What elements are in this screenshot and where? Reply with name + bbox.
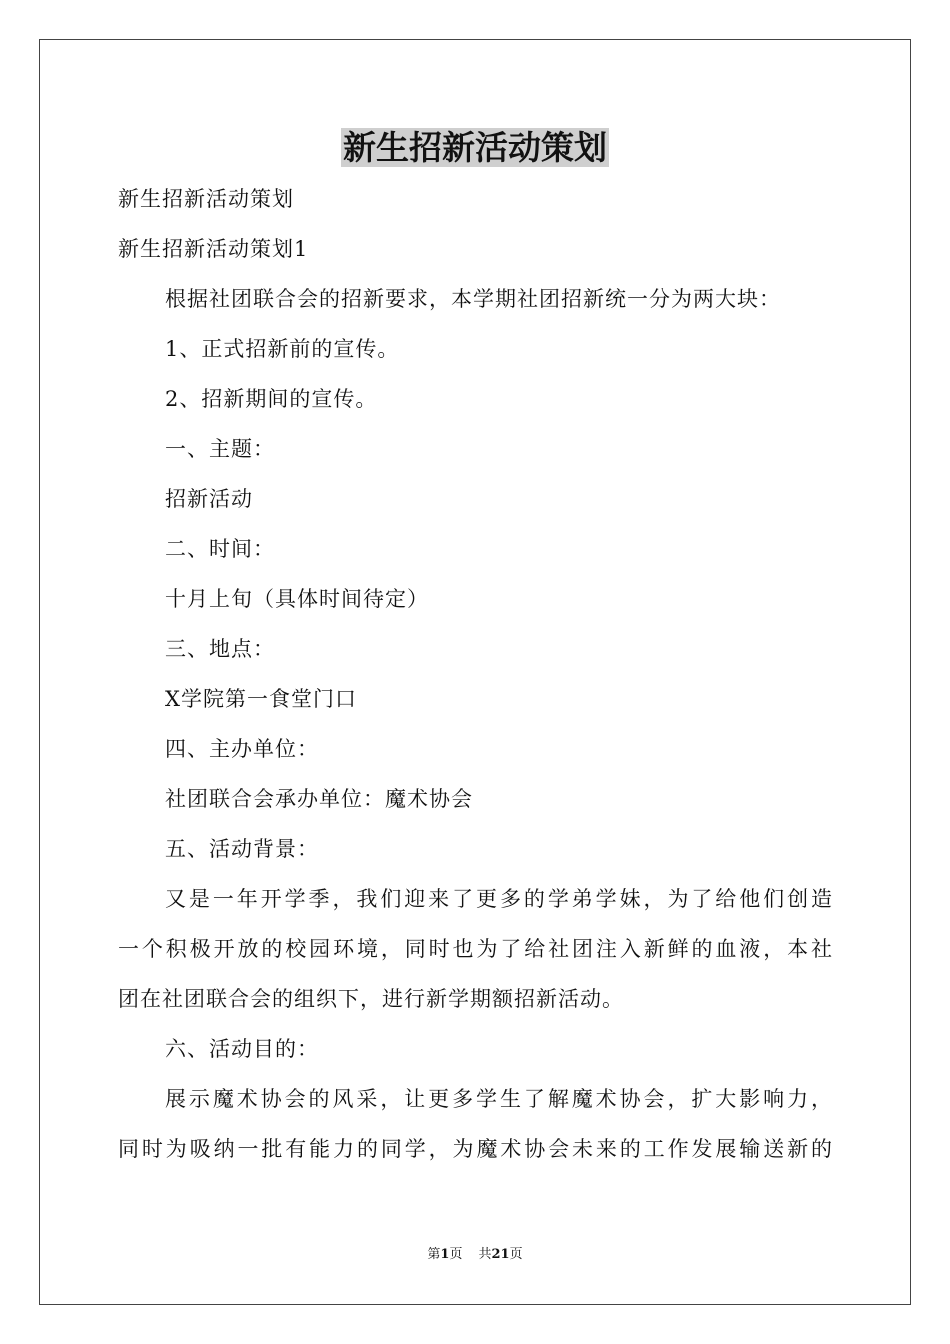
footer-page-prefix: 第 (427, 1247, 441, 1262)
paragraph-line: 一、主题： (165, 437, 275, 461)
paragraph-line: 三、地点： (165, 637, 275, 661)
page-border (39, 39, 911, 1305)
paragraph-line: 六、活动目的： (165, 1037, 319, 1061)
paragraph-line: 又是一年开学季，我们迎来了更多的学弟学妹，为了给他们创造 (165, 887, 832, 911)
page-footer (0, 1246, 950, 1264)
paragraph-line: 1、正式招新前的宣传。 (165, 337, 400, 361)
footer-total-unit: 页 (509, 1247, 523, 1262)
footer-page-current: 1 (440, 1247, 450, 1262)
paragraph-line: 招新活动 (165, 487, 253, 511)
footer-page-unit: 页 (449, 1247, 463, 1262)
paragraph-line: 四、主办单位： (165, 737, 319, 761)
document-title-text: 新生招新活动策划 (343, 128, 607, 167)
paragraph-line: 社团联合会承办单位：魔术协会 (165, 787, 473, 811)
subtitle-line: 新生招新活动策划 (118, 187, 294, 211)
paragraph-line: 二、时间： (165, 537, 275, 561)
paragraph-line: 团在社团联合会的组织下，进行新学期额招新活动。 (118, 987, 624, 1011)
paragraph-line: 一个积极开放的校园环境，同时也为了给社团注入新鲜的血液，本社 (118, 937, 832, 961)
paragraph-line: 2、招新期间的宣传。 (165, 387, 378, 411)
footer-total-prefix: 共 (478, 1247, 492, 1262)
section-heading-line: 新生招新活动策划1 (118, 237, 309, 261)
paragraph-line: 展示魔术协会的风采，让更多学生了解魔术协会，扩大影响力， (165, 1087, 832, 1111)
paragraph-line: 十月上旬（具体时间待定） (165, 587, 429, 611)
paragraph-line: 五、活动背景： (165, 837, 319, 861)
paragraph-line: 同时为吸纳一批有能力的同学，为魔术协会未来的工作发展输送新的 (118, 1137, 832, 1161)
paragraph-line: 根据社团联合会的招新要求，本学期社团招新统一分为两大块： (165, 287, 781, 311)
footer-page-total: 21 (491, 1247, 510, 1262)
document-title (0, 126, 950, 170)
paragraph-line: X学院第一食堂门口 (165, 687, 357, 711)
